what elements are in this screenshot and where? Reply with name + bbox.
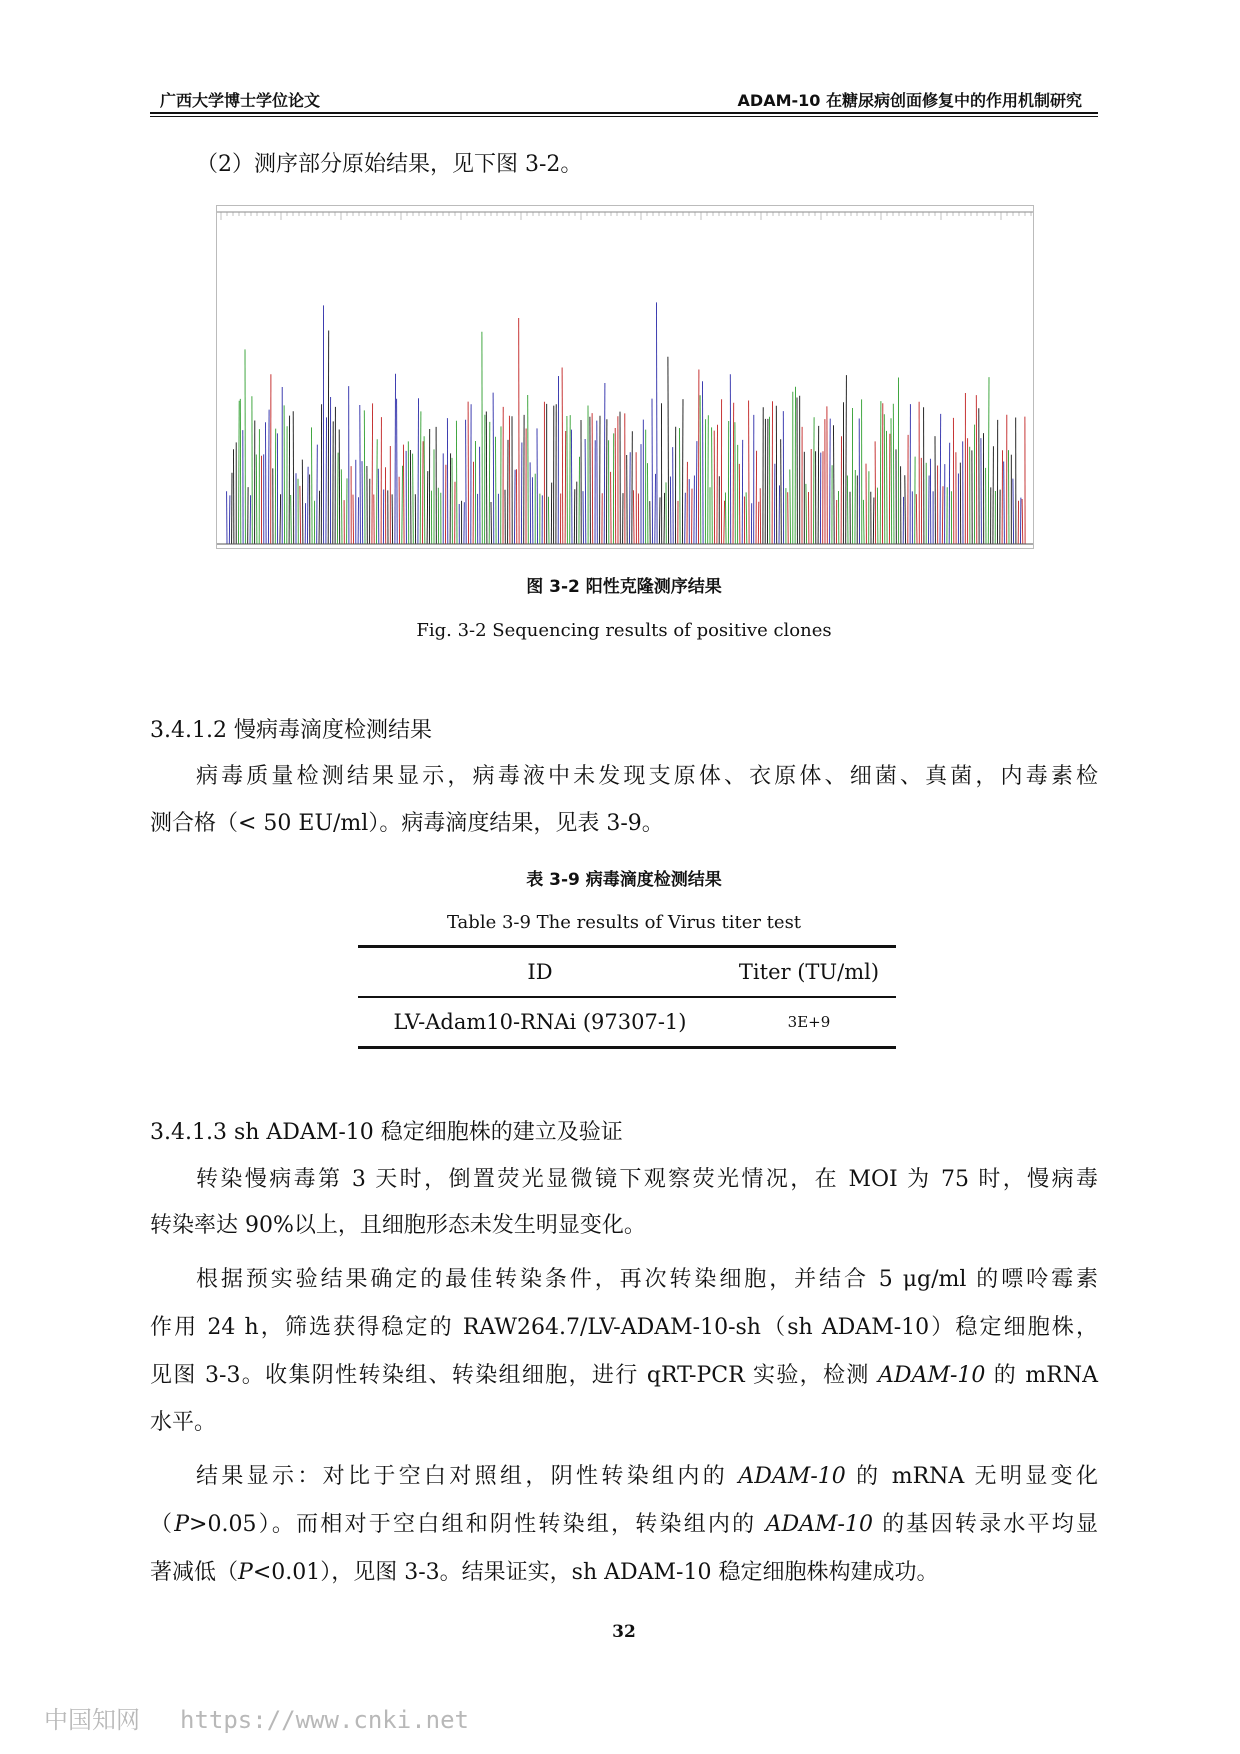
chromatogram-peak: [592, 413, 593, 544]
chromatogram-peak: [940, 414, 941, 544]
chromatogram-peak: [632, 431, 633, 544]
chromatogram-peak: [742, 440, 743, 544]
paragraph-line: 转染率达 90%以上，且细胞形态未发生明显变化。: [150, 1213, 646, 1238]
chromatogram-peak: [493, 393, 494, 544]
chromatogram-peak: [256, 455, 257, 545]
chromatogram-peak: [583, 491, 584, 544]
chromatogram-peak: [574, 489, 575, 544]
chromatogram-peak: [289, 416, 290, 544]
chromatogram-peak: [337, 453, 338, 544]
figure-caption-cn: 图 3-2 阳性克隆测序结果: [526, 577, 722, 597]
chromatogram-peak: [627, 455, 628, 544]
chromatogram-peak: [630, 452, 631, 544]
chromatogram-peak: [873, 498, 874, 545]
chromatogram-peak: [395, 374, 396, 544]
chromatogram-peak: [746, 492, 747, 544]
chromatogram-peak: [1022, 499, 1023, 544]
chromatogram-peak: [579, 457, 580, 544]
chromatogram-peak: [863, 500, 864, 544]
paragraph-line: [150, 1510, 1098, 1540]
chromatogram-peak: [509, 416, 510, 544]
chromatogram-peak: [515, 470, 516, 544]
chromatogram-peak: [562, 368, 563, 545]
chromatogram-peak: [725, 493, 726, 545]
p-value-symbol: P: [238, 1560, 253, 1585]
chromatogram-peak: [360, 405, 361, 544]
chromatogram-peak: [749, 401, 750, 545]
chromatogram-peak: [781, 439, 782, 544]
header-rule: [150, 112, 1098, 114]
chromatogram-peak: [565, 431, 566, 544]
chromatogram-peak: [905, 475, 906, 544]
chromatogram-peak: [239, 401, 240, 544]
chromatogram-peak: [891, 418, 892, 544]
chromatogram-peak: [988, 377, 989, 544]
chromatogram-peak: [597, 421, 598, 544]
cnki-watermark: [44, 1700, 469, 1735]
chromatogram-peak: [339, 430, 340, 545]
chromatogram-peak: [834, 425, 835, 544]
chromatogram-peak: [420, 411, 421, 544]
chromatogram-peak: [877, 488, 878, 544]
paragraph-line: 转染慢病毒第 3 天时，倒置荧光显微镜下观察荧光情况，在 MOI 为 75 时，慢病毒: [196, 1167, 1098, 1192]
chromatogram-peak: [537, 428, 538, 544]
paragraph-line: [150, 1361, 1098, 1391]
p-value-symbol: P: [174, 1512, 190, 1537]
paragraph-line: 根据预实验结果确定的最佳转染条件，再次转染细胞，并结合 5 μg/ml 的嘌呤霉素: [196, 1267, 1098, 1292]
chromatogram-peak: [830, 419, 831, 544]
chromatogram-peak: [293, 411, 294, 544]
chromatogram-peak: [397, 399, 398, 544]
chromatogram-peak: [703, 381, 704, 544]
gene-name: ADAM-10: [738, 1464, 846, 1489]
section-heading-titer: 3.4.1.2 慢病毒滴度检测结果: [150, 718, 432, 743]
paragraph-line: [150, 1462, 1098, 1492]
chromatogram-peak: [893, 404, 894, 544]
chromatogram-peak: [250, 495, 251, 544]
chromatogram-peak: [929, 476, 930, 545]
chromatogram-peak: [847, 476, 848, 545]
chromatogram-peak: [818, 426, 819, 544]
chromatogram-peak: [875, 441, 876, 544]
chromatogram-peak: [302, 460, 303, 544]
cell-id: LV-Adam10-RNAi (97307-1): [393, 1010, 687, 1034]
chromatogram-peak: [685, 493, 686, 544]
chromatogram-peak: [300, 486, 301, 544]
text-run: 的 mRNA 无明显变化: [845, 1464, 1098, 1489]
table-header-row: [358, 947, 896, 998]
chromatogram-peak: [668, 357, 669, 544]
chromatogram-peak: [680, 428, 681, 544]
chromatogram-peak: [496, 437, 497, 544]
text-run: 见图 3-3。收集阴性转染组、转染组细胞，进行 qRT-PCR 实验，检测: [150, 1363, 879, 1388]
text-run: 著减低（: [150, 1560, 239, 1585]
section-heading-stable-line: 3.4.1.3 sh ADAM-10 稳定细胞株的建立及验证: [150, 1120, 623, 1145]
column-header-titer: Titer (TU/ml): [738, 960, 880, 984]
chromatogram-peak: [229, 495, 230, 544]
chromatogram-peak: [682, 399, 683, 544]
watermark-brand: 中国知网: [44, 1706, 140, 1734]
chromatogram-peak: [240, 399, 241, 544]
virus-titer-table: [358, 945, 896, 1049]
paragraph-line: 测合格（< 50 EU/ml）。病毒滴度结果，见表 3-9。: [150, 811, 664, 836]
paragraph-line: 水平。: [150, 1410, 217, 1435]
chromatogram-peak: [758, 502, 759, 544]
chromatogram-peak: [341, 469, 342, 544]
chromatogram-peak: [659, 497, 660, 544]
text-run: 的 mRNA: [985, 1363, 1098, 1388]
chromatogram-peak: [530, 462, 531, 544]
header-rule-thin: [150, 116, 1098, 117]
chromatogram-peak: [949, 443, 950, 544]
cell-titer: 3E+9: [787, 1013, 831, 1031]
chromatogram-peak: [364, 410, 365, 544]
chromatogram-peak: [317, 445, 318, 544]
chromatogram-peak: [456, 421, 457, 544]
sequencing-chromatogram: [216, 205, 1034, 549]
chromatogram-peak: [696, 441, 697, 544]
chromatogram-peak: [708, 415, 709, 544]
chromatogram-peak: [328, 331, 329, 545]
chromatogram-peak: [756, 451, 757, 544]
chromatogram-peak: [889, 434, 890, 544]
chromatogram-peak: [673, 447, 674, 544]
chromatogram-peak: [378, 469, 379, 544]
chromatogram-peak: [423, 441, 424, 544]
chromatogram-peak: [548, 497, 549, 544]
chromatogram-peak: [528, 395, 529, 544]
chromatogram-peak: [1004, 462, 1005, 545]
chromatogram-peak: [521, 443, 522, 545]
paragraph-line: [150, 1558, 1098, 1588]
chromatogram-peak: [774, 464, 775, 544]
chromatogram-peak: [664, 493, 665, 544]
column-header-id: ID: [527, 960, 553, 984]
chromatogram-peak: [585, 439, 586, 544]
chromatogram-peak: [319, 491, 320, 544]
text-run: >0.05）。而相对于空白组和阴性转染组，转染组内的: [189, 1512, 766, 1537]
table-caption-en: Table 3-9 The results of Virus titer test: [446, 912, 802, 933]
chromatogram-peak: [486, 412, 487, 545]
text-run: （: [150, 1512, 175, 1537]
chromatogram-peak: [372, 403, 373, 544]
chromatogram-peak: [413, 454, 414, 544]
chromatogram-peak: [694, 476, 695, 545]
chromatogram-peak: [739, 464, 740, 544]
text-run: <0.01），见图 3-3。结果证实，sh ADAM-10 稳定细胞株构建成功。: [252, 1560, 939, 1585]
chromatogram-peak: [377, 439, 378, 544]
chromatogram-peak: [717, 425, 718, 544]
intro-line: （2）测序部分原始结果，见下图 3-2。: [196, 152, 583, 177]
chromatogram-peak: [1013, 479, 1014, 544]
chromatogram-peak: [655, 474, 656, 544]
chromatogram-peak: [788, 492, 789, 544]
chromatogram-peak: [790, 470, 791, 545]
chromatogram-peak: [466, 420, 467, 544]
table-row: [358, 997, 896, 1048]
chromatogram-peak: [981, 438, 982, 544]
paragraph-line: 作用 24 h，筛选获得稳定的 RAW264.7/LV-ADAM-10-sh（sh ADAM-10）稳定细胞株，: [150, 1315, 1098, 1340]
chromatogram-peak: [326, 417, 327, 544]
gene-name: ADAM-10: [878, 1363, 986, 1388]
header-left: 广西大学博士学位论文: [160, 91, 321, 110]
chromatogram-peak: [532, 477, 533, 544]
chromatogram-peak: [976, 395, 977, 544]
table-caption-cn: 表 3-9 病毒滴度检测结果: [526, 870, 722, 890]
chromatogram-peak: [491, 502, 492, 544]
chromatogram-peak: [806, 484, 807, 544]
chromatogram-peak: [571, 430, 572, 544]
header-right: ADAM-10 在糖尿病创面修复中的作用机制研究: [737, 91, 1082, 110]
chromatogram-peak: [567, 416, 568, 544]
chromatogram-peak: [308, 467, 309, 544]
chromatogram-peak: [291, 495, 292, 544]
chromatogram-peak: [604, 383, 605, 544]
chromatogram-peak: [724, 501, 725, 544]
chromatogram-peak: [670, 477, 671, 545]
figure-caption-en: Fig. 3-2 Sequencing results of positive clones: [416, 620, 832, 641]
chromatogram-peak: [611, 472, 612, 544]
chromatogram-peak: [489, 422, 490, 544]
chromatogram-peak: [887, 431, 888, 544]
page-number: 32: [612, 1622, 636, 1642]
chromatogram-peak: [427, 471, 428, 544]
chromatogram-peak: [993, 446, 994, 544]
chromatogram-peak: [700, 395, 701, 544]
chromatogram-peak: [268, 410, 269, 544]
watermark-url: https://www.cnki.net: [180, 1706, 469, 1734]
chromatogram-peak: [450, 453, 451, 544]
chromatogram-peak: [280, 494, 281, 544]
text-run: 结果显示：对比于空白对照组，阴性转染组内的: [196, 1464, 739, 1489]
chromatogram-peak: [779, 485, 780, 544]
chromatogram-peak: [712, 427, 713, 544]
chromatogram-peak: [312, 427, 313, 544]
chromatogram-peak: [884, 414, 885, 544]
chromatogram-peak: [402, 466, 403, 544]
gene-name: ADAM-10: [765, 1512, 873, 1537]
chromatogram-peak: [615, 428, 616, 544]
chromatogram-peak: [652, 399, 653, 544]
chromatogram-peak: [733, 403, 734, 544]
chromatogram-peak: [424, 436, 425, 544]
chromatogram-peak: [410, 450, 411, 544]
chromatogram-peak: [418, 398, 419, 544]
chromatogram-peak: [942, 486, 943, 544]
chromatogram-peak: [570, 415, 571, 544]
chromatogram-peak: [403, 445, 404, 544]
chromatogram-peak: [657, 302, 658, 544]
chromatogram-peak: [392, 494, 393, 544]
chromatogram-peak: [362, 461, 363, 544]
text-run: 的基因转录水平均显: [872, 1512, 1098, 1537]
paragraph-line: 病毒质量检测结果显示，病毒液中未发现支原体、衣原体、细菌、真菌，内毒素检: [196, 764, 1098, 789]
chromatogram-peak: [633, 490, 634, 544]
chromatogram-peak: [916, 494, 917, 544]
chromatogram-peak: [846, 375, 847, 544]
chromatogram-peak: [1009, 450, 1010, 544]
chromatogram-peak: [266, 422, 267, 544]
chromatogram-peak: [814, 417, 815, 544]
chromatogram-peak: [353, 495, 354, 544]
chromatogram-peak: [590, 417, 591, 544]
chromatogram-peak: [880, 401, 881, 544]
